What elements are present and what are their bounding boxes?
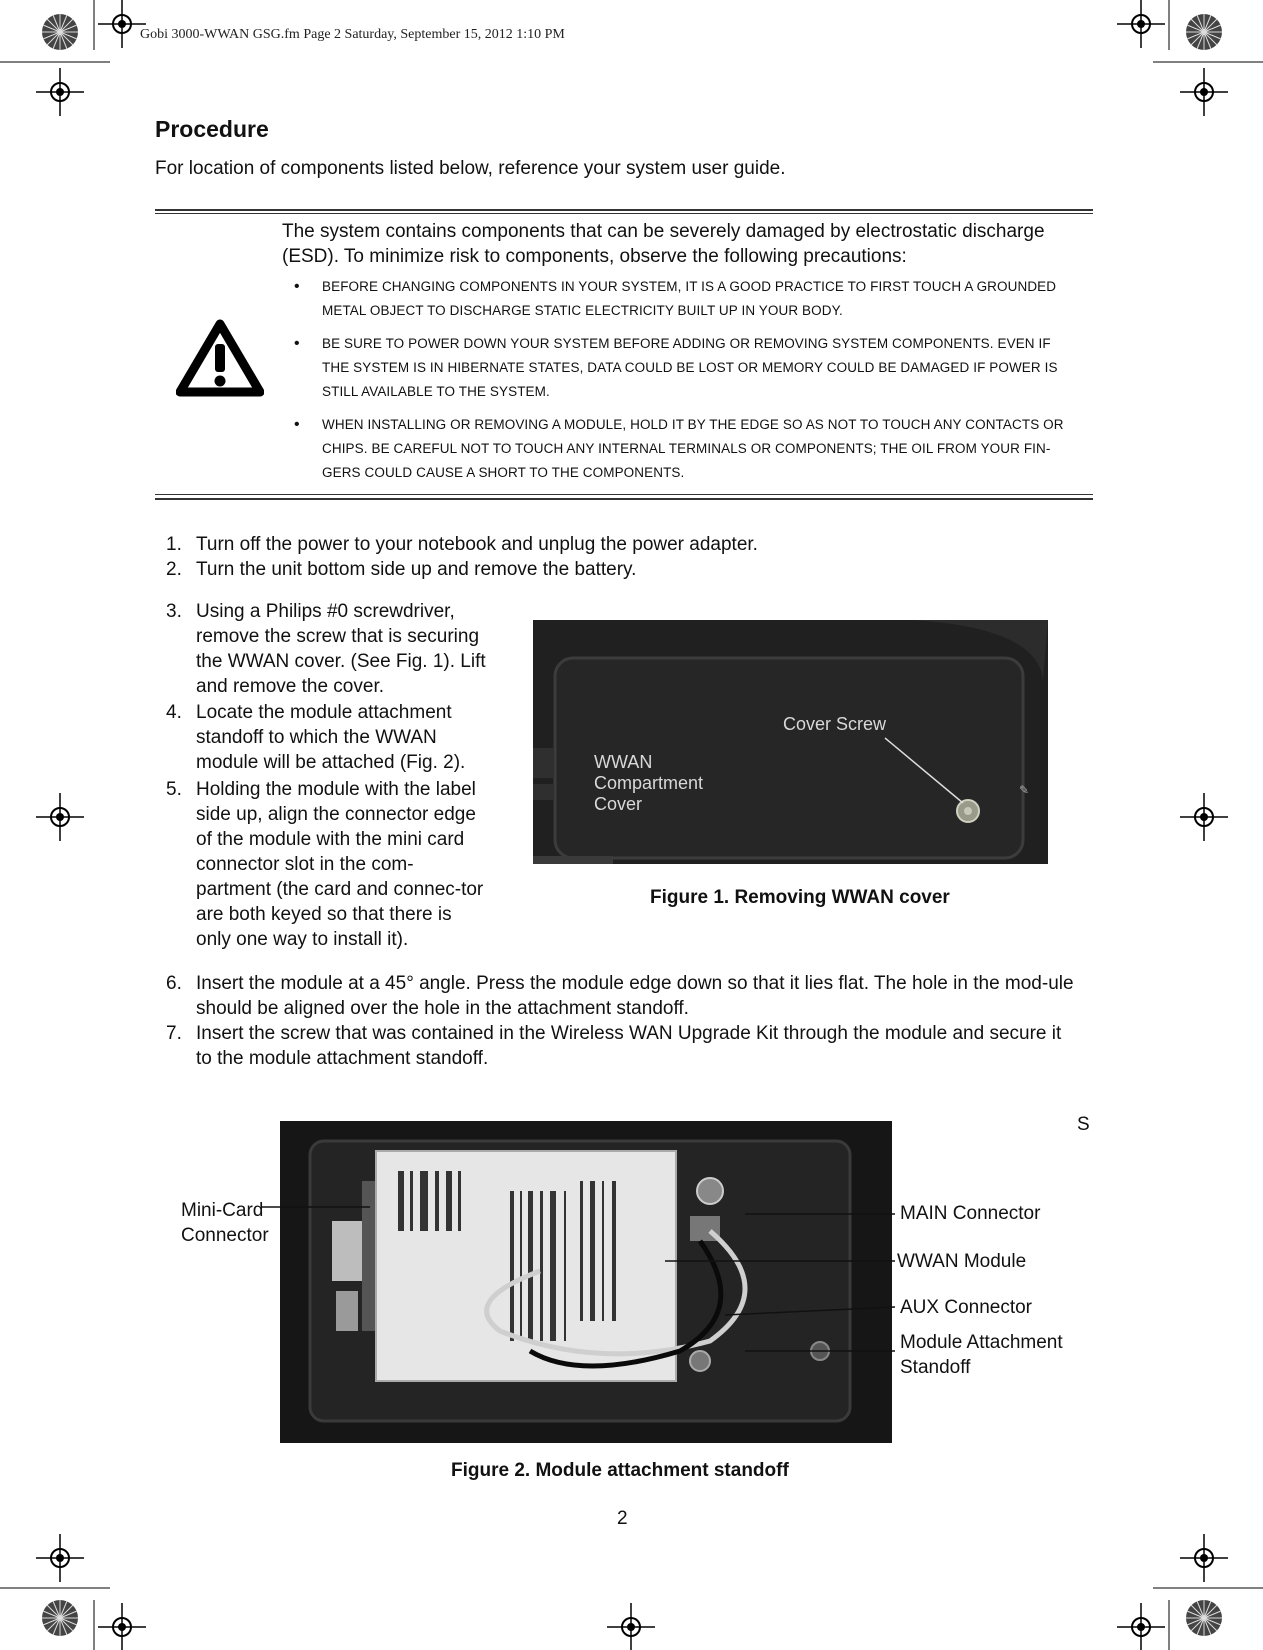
list-item: • WHEN INSTALLING OR REMOVING A MODULE, HOLD IT BY THE EDGE SO AS NOT TO TOUCH ANY CONTACTS OR CHIPS. BE CAREFUL NOT TO TOUCH ANY INTERNAL TERMINALS OR COMPONENTS; THE OIL FROM YOUR FIN-GERS COULD CAUSE A SHORT TO THE COMPONENTS. — [294, 416, 1064, 480]
step-text: Insert the module at a 45° angle. Press the module edge down so that it lies flat. The hole in the mod-ule should be aligned over the hole in the attachment standoff. — [196, 973, 1074, 1019]
caution-list — [290, 275, 1080, 494]
step-number: 6. — [166, 973, 182, 994]
page-number: 2 — [617, 1508, 628, 1529]
section-intro: For location of components listed below, reference your system user guide. — [155, 158, 786, 179]
figure-1-label-compartment-cover: WWAN Compartment Cover — [594, 752, 704, 814]
print-header-stamp: Gobi 3000-WWAN GSG.fm Page 2 Saturday, September 15, 2012 1:10 PM — [140, 27, 565, 42]
step-number: 3. — [166, 601, 182, 622]
step-number: 4. — [166, 702, 182, 723]
step-5 — [166, 777, 488, 952]
step-text: Holding the module with the label side up, align the connector edge of the module with the mini card connector slot in the com-partment (the card and connec-tor are both keyed so that there is only one way to install it). — [196, 779, 484, 950]
step-text: Turn off the power to your notebook and unplug the power adapter. — [196, 534, 758, 555]
step-2 — [166, 557, 1066, 582]
stray-mark: S — [1077, 1114, 1090, 1135]
list-item: • BEFORE CHANGING COMPONENTS IN YOUR SYSTEM, IT IS A GOOD PRACTICE TO FIRST TOUCH A GROUNDED METAL OBJECT TO DISCHARGE STATIC ELECTRICITY BUILT UP IN YOUR BODY. — [294, 278, 1057, 318]
figure-2-label-module-attachment-standoff: Module Attachment Standoff — [900, 1332, 1063, 1378]
figure-2-label-wwan-module: WWAN Module — [897, 1251, 1027, 1272]
warning-triangle-icon — [176, 318, 264, 398]
step-1 — [166, 532, 1066, 557]
step-4 — [166, 700, 488, 775]
list-item: • BE SURE TO POWER DOWN YOUR SYSTEM BEFORE ADDING OR REMOVING SYSTEM COMPONENTS. EVEN IF THE SYSTEM IS IN HIBERNATE STATES, DATA COULD BE LOST OR MEMORY COULD BE DAMAGED IF POWER IS STILL AVAILABLE TO THE SYSTEM. — [294, 335, 1058, 399]
caution-bullet-2: BE SURE TO POWER DOWN YOUR SYSTEM BEFORE ADDING OR REMOVING SYSTEM COMPONENTS. EVEN IF THE SYSTEM IS IN HIBERNATE STATES, DATA COULD BE LOST OR MEMORY COULD BE DAMAGED IF POWER IS STILL AVAILABLE TO THE SYSTEM. — [322, 336, 1058, 399]
section-title: Procedure — [155, 116, 269, 142]
figure-2-caption: Figure 2. Module attachment standoff — [451, 1460, 789, 1481]
figure-2-label-mini-card-connector: Mini-Card Connector — [181, 1200, 269, 1246]
figure-1-photo — [533, 620, 1048, 864]
step-text: Locate the module attachment standoff to which the WWAN module will be attached (Fig. 2). — [196, 702, 466, 773]
caution-bottom-rule — [155, 498, 1093, 500]
step-6 — [166, 971, 1081, 1021]
step-text: Using a Philips #0 screwdriver, remove the screw that is securing the WWAN cover. (See Fig. 1). Lift and remove the cover. — [196, 601, 486, 697]
caution-text: The system contains components that can be severely damaged by electrostatic discharge (ESD). To minimize risk to components, observe the following precautions: — [282, 221, 1045, 267]
caution-top-rule-inner — [155, 213, 1093, 214]
caution-bottom-rule-inner — [155, 494, 1093, 495]
figure-2-label-aux-connector: AUX Connector — [900, 1297, 1033, 1318]
caution-top-rule — [155, 209, 1093, 211]
step-number: 2. — [166, 559, 182, 580]
step-text: Turn the unit bottom side up and remove the battery. — [196, 559, 637, 580]
svg-text:✎: ✎ — [1019, 783, 1030, 797]
figure-1-caption: Figure 1. Removing WWAN cover — [650, 887, 950, 908]
caution-bullet-1: BEFORE CHANGING COMPONENTS IN YOUR SYSTEM, IT IS A GOOD PRACTICE TO FIRST TOUCH A GROUNDED METAL OBJECT TO DISCHARGE STATIC ELECTRICITY BUILT UP IN YOUR BODY. — [322, 279, 1057, 318]
figure-2-label-main-connector: MAIN Connector — [900, 1203, 1041, 1224]
step-7 — [166, 1021, 1081, 1071]
step-number: 5. — [166, 779, 182, 800]
wwan-cover-photo — [533, 620, 1048, 864]
step-3 — [166, 599, 488, 699]
caution-bullet-3: WHEN INSTALLING OR REMOVING A MODULE, HOLD IT BY THE EDGE SO AS NOT TO TOUCH ANY CONTACTS OR CHIPS. BE CAREFUL NOT TO TOUCH ANY INTERNAL TERMINALS OR COMPONENTS; THE OIL FROM YOUR FIN-GERS COULD CAUSE A SHORT TO THE COMPONENTS. — [322, 417, 1064, 480]
step-number: 1. — [166, 534, 182, 555]
step-text: Insert the screw that was contained in the Wireless WAN Upgrade Kit through the module and secure it to the module attachment standoff. — [196, 1023, 1062, 1069]
figure-1-label-cover-screw: Cover Screw — [783, 714, 887, 734]
step-number: 7. — [166, 1023, 182, 1044]
